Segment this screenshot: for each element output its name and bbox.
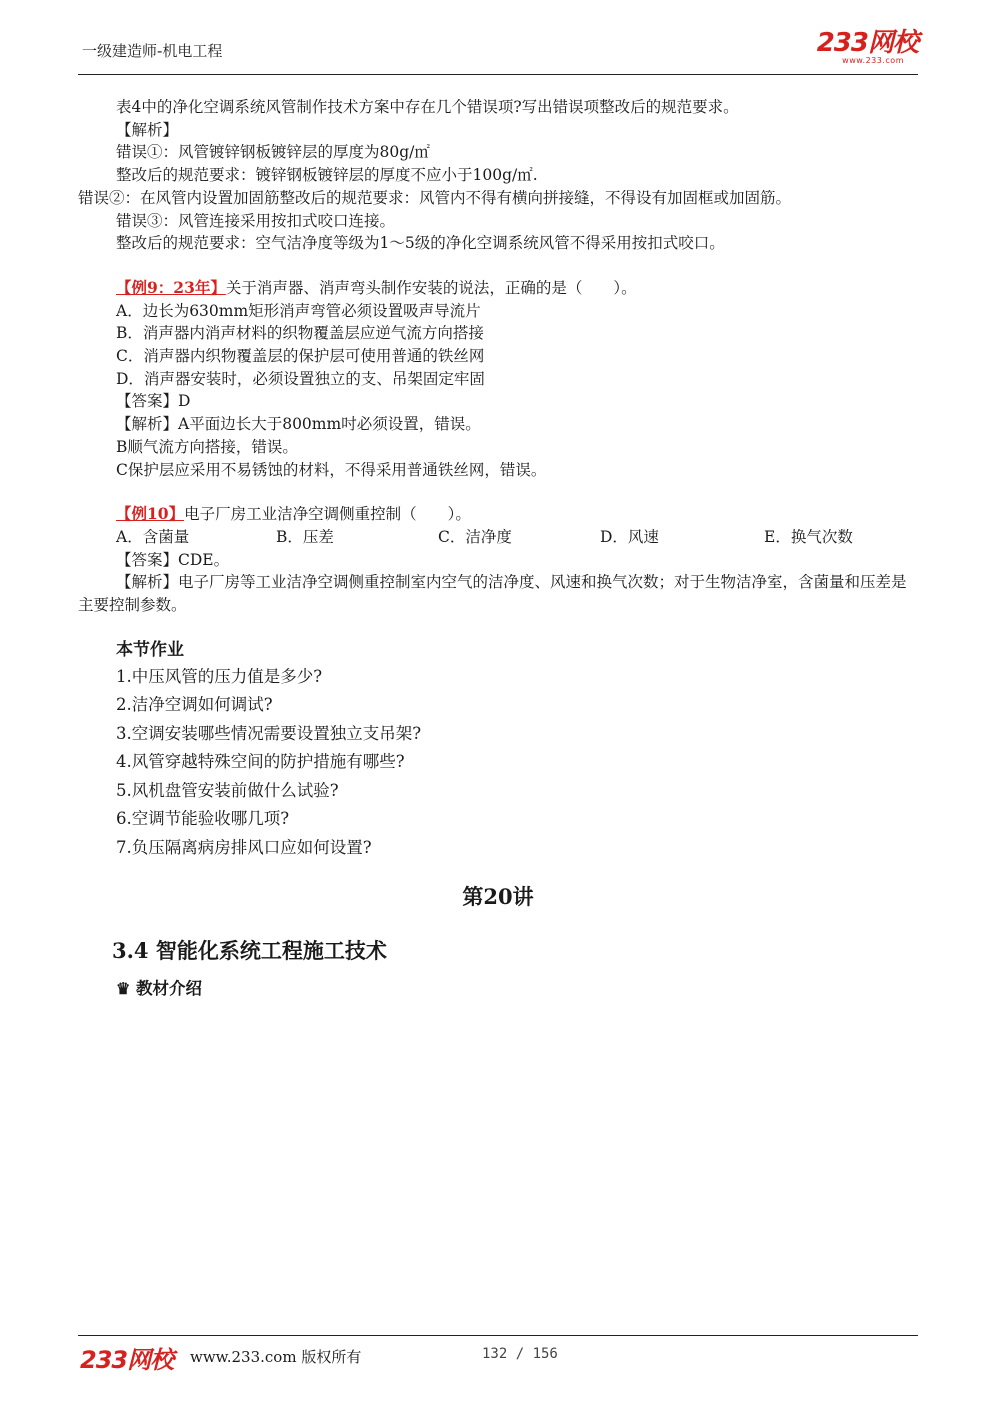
answer-value: D [178, 392, 191, 411]
example-9-stem [78, 277, 918, 300]
logo-url: www.233.com [842, 56, 904, 65]
page-content [78, 96, 918, 1002]
logo-text: 233网校 [816, 28, 918, 58]
option-a: A．边长为630mm矩形消声弯管必须设置吸声导流片 [116, 301, 481, 320]
example-stem: 关于消声器、消声弯头制作安装的说法，正确的是（ ）。 [225, 278, 637, 297]
page-number: 132 / 156 [482, 1346, 558, 1362]
lecture-title: 第20讲 [462, 884, 534, 910]
intro-line [78, 976, 918, 1002]
analysis-line: 错误①：风管镀锌钢板镀锌层的厚度为80g/㎡ [116, 143, 430, 162]
intro-label: 教材介绍 [136, 979, 202, 999]
analysis-label: 【解析】 [116, 415, 179, 434]
example-10-stem [78, 503, 918, 526]
analysis-line: B顺气流方向搭接，错误。 [116, 437, 298, 456]
homework-item: 4.风管穿越特殊空间的防护措施有哪些? [116, 752, 405, 772]
analysis-line [78, 571, 918, 616]
option-c: C．洁净度 [438, 527, 512, 546]
analysis-line: 错误③：风管连接采用按扣式咬口连接。 [116, 211, 396, 230]
option-b: B．消声器内消声材料的织物覆盖层应逆气流方向搭接 [116, 324, 484, 343]
example-stem: 电子厂房工业洁净空调侧重控制（ ）。 [184, 505, 471, 524]
question-table4: 表4中的净化空调系统风管制作技术方案中存在几个错误项?写出错误项整改后的规范要求。 [116, 98, 739, 116]
page-footer [78, 1335, 918, 1376]
homework-item: 3.空调安装哪些情况需要设置独立支吊架? [116, 723, 422, 743]
homework-item: 5.风机盘管安装前做什么试验? [116, 780, 339, 800]
option-e: E．换气次数 [764, 527, 853, 546]
analysis-line: 错误②：在风管内设置加固筋整改后的规范要求：风管内不得有横向拼接缝，不得设有加固框或加固筋。 [78, 188, 792, 207]
answer-label: 【答案】 [116, 550, 179, 569]
options-row [78, 526, 918, 549]
analysis-line: C保护层应采用不易锈蚀的材料，不得采用普通铁丝网，错误。 [116, 460, 547, 479]
analysis-label: 【解析】 [116, 573, 179, 592]
option-a: A．含菌量 [116, 527, 190, 546]
analysis-text: 电子厂房等工业洁净空调侧重控制室内空气的洁净度、风速和换气次数；对于生物洁净室，含菌量和压差是主要控制参数。 [78, 573, 907, 615]
homework-item: 1.中压风管的压力值是多少? [116, 666, 323, 686]
option-c: C．消声器内织物覆盖层的保护层可使用普通的铁丝网 [116, 347, 485, 366]
answer-line [78, 549, 918, 572]
homework-title: 本节作业 [116, 639, 184, 660]
page-header [78, 30, 918, 75]
footer-logo: 233网校 [80, 1346, 174, 1374]
answer-line [78, 390, 918, 413]
crown-icon: ♛ [116, 979, 131, 999]
example-tag: 【例9：23年】 [116, 277, 226, 297]
brand-logo [817, 30, 918, 65]
footer-copyright: www.233.com 版权所有 [190, 1348, 362, 1366]
answer-label: 【答案】 [116, 392, 179, 411]
option-d: D．风速 [600, 527, 659, 546]
analysis-text: A平面边长大于800mm吋必须设置，错误。 [178, 415, 481, 434]
option-b: B．压差 [276, 527, 334, 546]
homework-item: 2.洁净空调如何调试? [116, 695, 273, 715]
analysis-line: 整改后的规范要求：空气洁净度等级为1～5级的净化空调系统风管不得采用按扣式咬口。 [116, 234, 725, 253]
example-tag: 【例10】 [116, 504, 185, 524]
analysis-line: 整改后的规范要求：镀锌钢板镀锌层的厚度不应小于100g/㎡. [116, 166, 538, 185]
answer-value: CDE。 [178, 550, 230, 569]
analysis-label: 【解析】 [116, 120, 179, 139]
analysis-line [78, 413, 918, 436]
option-d: D．消声器安装时，必须设置独立的支、吊架固定牢固 [116, 369, 485, 388]
homework-item: 6.空调节能验收哪几项? [116, 809, 290, 829]
header-title: 一级建造师-机电工程 [82, 42, 223, 60]
homework-item: 7.负压隔离病房排风口应如何设置? [116, 837, 372, 857]
section-heading: 3.4 智能化系统工程施工技术 [112, 938, 387, 964]
